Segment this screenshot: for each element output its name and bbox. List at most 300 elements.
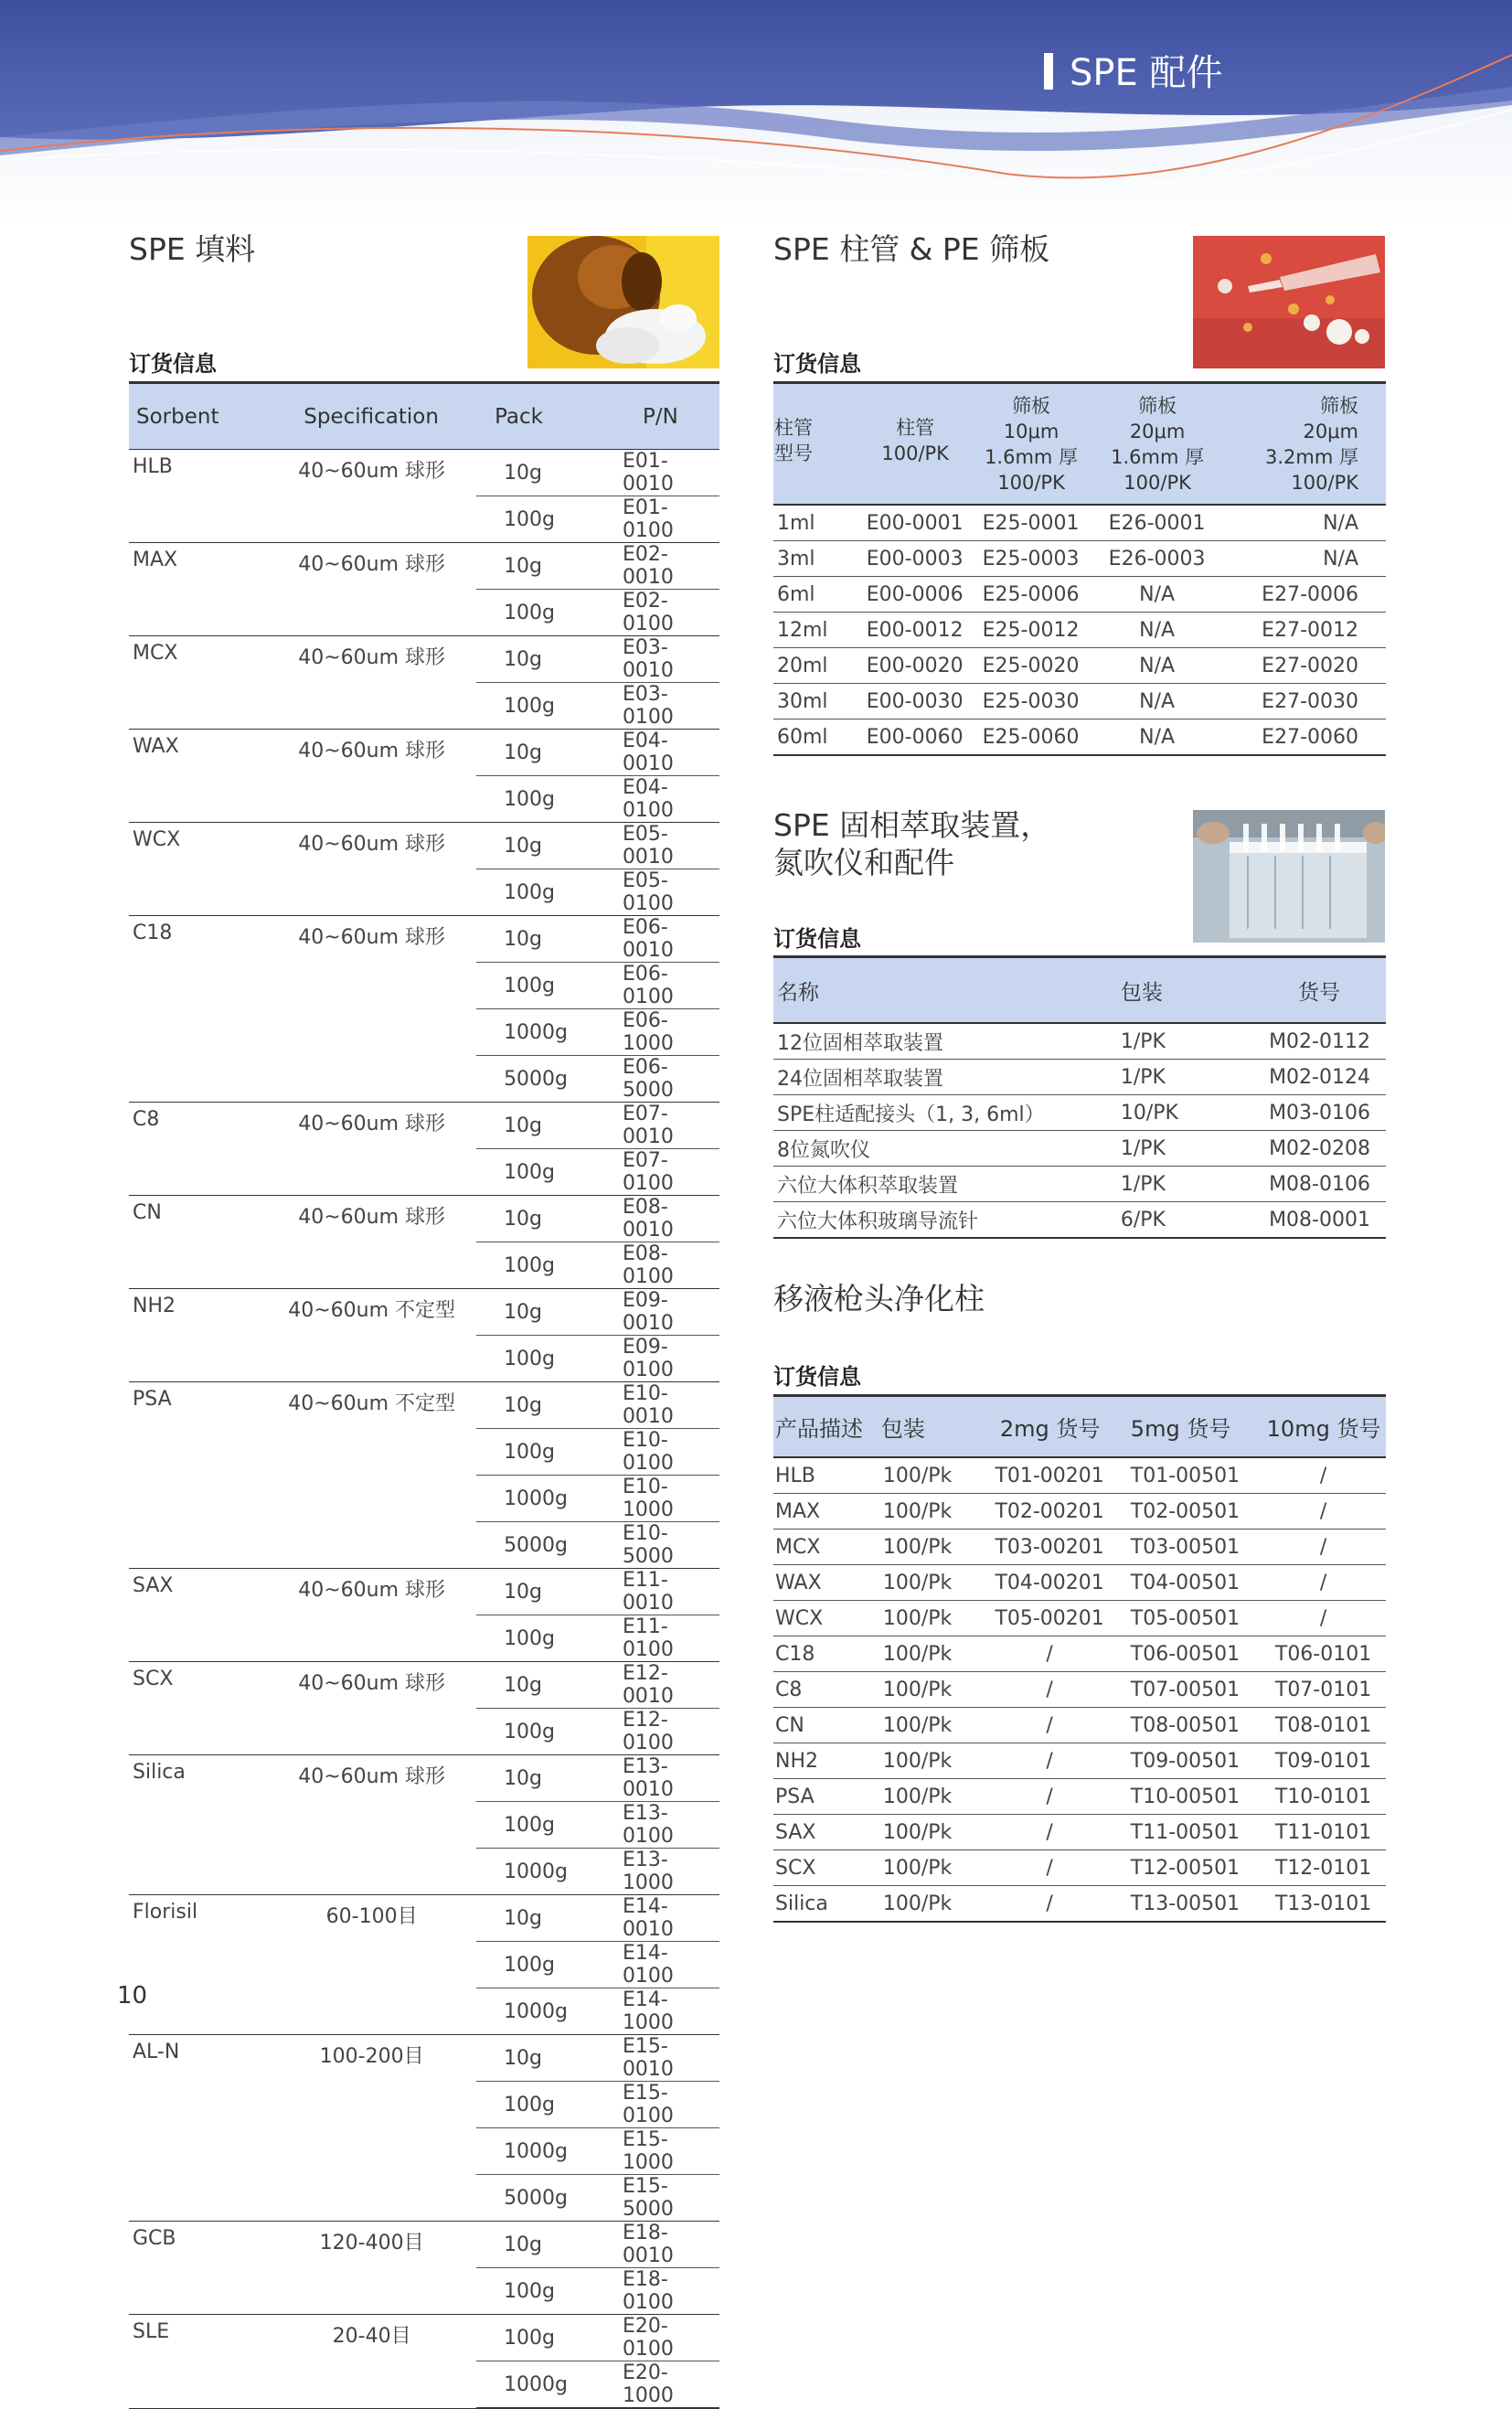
sorbent-pn: E14-0100 bbox=[602, 1942, 719, 1988]
table-row bbox=[773, 1601, 1386, 1636]
columns-cell: 12ml bbox=[773, 613, 862, 648]
tip-column-header: 2mg 货号 bbox=[988, 1396, 1112, 1458]
sorbent-pn: E06-0010 bbox=[602, 916, 719, 963]
header-line: 1.6mm 厚 bbox=[985, 445, 1079, 468]
tip-cell: / bbox=[1262, 1601, 1386, 1636]
header-line: 100/PK bbox=[1123, 471, 1191, 494]
tip-cell: T13-00501 bbox=[1113, 1886, 1262, 1923]
device-column-header: 货号 bbox=[1253, 957, 1386, 1024]
table-row bbox=[773, 648, 1386, 684]
tip-cell: CN bbox=[773, 1708, 881, 1743]
table-row bbox=[773, 1815, 1386, 1850]
table-row bbox=[773, 1202, 1386, 1239]
tip-cell: T05-00501 bbox=[1113, 1601, 1262, 1636]
columns-cell: E26-0001 bbox=[1094, 505, 1220, 541]
table-row bbox=[129, 1382, 719, 1429]
sorbent-spec: 40~60um 不定型 bbox=[267, 1289, 476, 1382]
sorbent-pn: E09-0010 bbox=[602, 1289, 719, 1336]
sorbent-section-title: SPE 填料 bbox=[129, 231, 256, 267]
table-row bbox=[773, 1023, 1386, 1060]
tip-cell: / bbox=[988, 1636, 1112, 1672]
tip-cell: / bbox=[1262, 1565, 1386, 1601]
table-row bbox=[129, 636, 719, 683]
sorbent-spec: 40~60um 球形 bbox=[267, 1196, 476, 1289]
tip-cell: T03-00201 bbox=[988, 1530, 1112, 1565]
header-line: 柱管 bbox=[774, 417, 813, 439]
table-row bbox=[129, 1569, 719, 1615]
tip-cell: HLB bbox=[773, 1457, 881, 1494]
sorbent-name: Silica bbox=[129, 1755, 267, 1895]
table-row bbox=[773, 1167, 1386, 1202]
table-row bbox=[773, 505, 1386, 541]
columns-cell: E25-0060 bbox=[968, 720, 1094, 756]
sorbent-pack: 100g bbox=[476, 2315, 602, 2361]
sorbent-pack: 10g bbox=[476, 1382, 602, 1429]
sorbent-pack: 10g bbox=[476, 916, 602, 963]
tip-cell: 100/Pk bbox=[881, 1672, 989, 1708]
columns-cell: E27-0060 bbox=[1220, 720, 1386, 756]
sorbent-pn: E10-5000 bbox=[602, 1522, 719, 1569]
table-row bbox=[773, 1131, 1386, 1167]
sorbent-spec: 120-400目 bbox=[267, 2222, 476, 2315]
sorbent-pn: E02-0010 bbox=[602, 543, 719, 590]
sorbent-pn: E04-0100 bbox=[602, 776, 719, 823]
sorbent-name: SCX bbox=[129, 1662, 267, 1755]
sorbent-pack: 10g bbox=[476, 1569, 602, 1615]
table-row bbox=[129, 2035, 719, 2082]
tip-cell: SAX bbox=[773, 1815, 881, 1850]
tip-cell: T06-0101 bbox=[1262, 1636, 1386, 1672]
table-row bbox=[773, 1095, 1386, 1131]
tip-cell: T12-0101 bbox=[1262, 1850, 1386, 1886]
table-row bbox=[129, 1289, 719, 1336]
table-row bbox=[129, 1196, 719, 1242]
sorbent-pack: 10g bbox=[476, 2035, 602, 2082]
sorbent-name: CN bbox=[129, 1196, 267, 1289]
tip-cell: WAX bbox=[773, 1565, 881, 1601]
sorbent-pack: 100g bbox=[476, 963, 602, 1009]
pipette-tip-table bbox=[773, 1394, 1386, 1923]
sorbent-pack: 100g bbox=[476, 683, 602, 730]
tip-cell: T09-0101 bbox=[1262, 1743, 1386, 1779]
sorbent-pack: 100g bbox=[476, 1336, 602, 1382]
sorbent-pn: E05-0010 bbox=[602, 823, 719, 869]
table-row bbox=[129, 1103, 719, 1149]
columns-cell: 30ml bbox=[773, 684, 862, 720]
spe-device-table bbox=[773, 955, 1386, 1239]
device-cell: SPE柱适配接头（1, 3, 6ml） bbox=[773, 1095, 1097, 1131]
sorbent-name: SLE bbox=[129, 2315, 267, 2409]
table-row bbox=[773, 1850, 1386, 1886]
table-row bbox=[129, 916, 719, 963]
device-column-header: 名称 bbox=[773, 957, 1097, 1024]
sorbent-spec: 20-40目 bbox=[267, 2315, 476, 2409]
sorbent-name: WCX bbox=[129, 823, 267, 916]
columns-cell: N/A bbox=[1094, 684, 1220, 720]
sorbent-pn: E10-0100 bbox=[602, 1429, 719, 1476]
tip-cell: T08-00501 bbox=[1113, 1708, 1262, 1743]
table-row bbox=[773, 1494, 1386, 1530]
sorbent-pack: 5000g bbox=[476, 1522, 602, 1569]
sorbent-pack: 1000g bbox=[476, 1009, 602, 1056]
sorbent-pn: E09-0100 bbox=[602, 1336, 719, 1382]
sorbent-pack: 100g bbox=[476, 1242, 602, 1289]
device-cell: 12位固相萃取装置 bbox=[773, 1023, 1097, 1060]
sorbent-pn: E20-0100 bbox=[602, 2315, 719, 2361]
sorbent-pack: 5000g bbox=[476, 1056, 602, 1103]
columns-column-header bbox=[862, 383, 968, 506]
columns-cell: N/A bbox=[1094, 648, 1220, 684]
columns-cell: E00-0020 bbox=[862, 648, 968, 684]
sorbent-name: SAX bbox=[129, 1569, 267, 1662]
tip-cell: 100/Pk bbox=[881, 1457, 989, 1494]
sorbent-pack: 100g bbox=[476, 1802, 602, 1849]
tip-cell: MCX bbox=[773, 1530, 881, 1565]
table-row bbox=[773, 1672, 1386, 1708]
columns-cell: E00-0012 bbox=[862, 613, 968, 648]
table-row bbox=[773, 1886, 1386, 1923]
sorbent-pack: 10g bbox=[476, 1196, 602, 1242]
page-number: 10 bbox=[117, 1982, 148, 2009]
columns-cell: E27-0030 bbox=[1220, 684, 1386, 720]
table-row bbox=[129, 1662, 719, 1709]
columns-cell: E25-0030 bbox=[968, 684, 1094, 720]
sorbent-pack: 10g bbox=[476, 1103, 602, 1149]
tip-cell: T05-00201 bbox=[988, 1601, 1112, 1636]
sorbent-pack: 5000g bbox=[476, 2175, 602, 2222]
tip-cell: C8 bbox=[773, 1672, 881, 1708]
tip-column-header: 5mg 货号 bbox=[1113, 1396, 1262, 1458]
columns-cell: E25-0001 bbox=[968, 505, 1094, 541]
header-line: 20μm bbox=[1129, 420, 1186, 442]
sorbent-pn: E02-0100 bbox=[602, 590, 719, 636]
sorbent-pack: 10g bbox=[476, 2222, 602, 2268]
sorbent-name: NH2 bbox=[129, 1289, 267, 1382]
tip-cell: T12-00501 bbox=[1113, 1850, 1262, 1886]
sorbent-pn: E13-0010 bbox=[602, 1755, 719, 1802]
device-cell: 1/PK bbox=[1097, 1060, 1253, 1095]
columns-cell: E27-0012 bbox=[1220, 613, 1386, 648]
tip-cell: T07-0101 bbox=[1262, 1672, 1386, 1708]
sorbent-pack: 100g bbox=[476, 1149, 602, 1196]
device-cell: M08-0106 bbox=[1253, 1167, 1386, 1202]
table-row bbox=[129, 730, 719, 776]
tip-cell: T07-00501 bbox=[1113, 1672, 1262, 1708]
sorbent-spec: 40~60um 球形 bbox=[267, 450, 476, 543]
tip-cell: / bbox=[1262, 1494, 1386, 1530]
sorbent-pn: E18-0010 bbox=[602, 2222, 719, 2268]
sorbent-pack: 1000g bbox=[476, 2128, 602, 2175]
columns-cell: E25-0003 bbox=[968, 541, 1094, 577]
tip-column-header: 10mg 货号 bbox=[1262, 1396, 1386, 1458]
tip-cell: 100/Pk bbox=[881, 1743, 989, 1779]
tip-cell: T01-00501 bbox=[1113, 1457, 1262, 1494]
tip-column-header: 产品描述 bbox=[773, 1396, 881, 1458]
device-cell: M02-0124 bbox=[1253, 1060, 1386, 1095]
tip-cell: Silica bbox=[773, 1886, 881, 1923]
sorbent-pn: E11-0100 bbox=[602, 1615, 719, 1662]
table-row bbox=[129, 450, 719, 496]
header-line: 10μm bbox=[1003, 420, 1059, 442]
sorbent-pn: E07-0100 bbox=[602, 1149, 719, 1196]
sorbent-spec: 40~60um 球形 bbox=[267, 916, 476, 1103]
tip-cell: 100/Pk bbox=[881, 1850, 989, 1886]
sorbent-pn: E15-5000 bbox=[602, 2175, 719, 2222]
sorbent-pn: E06-0100 bbox=[602, 963, 719, 1009]
sorbent-name: Florisil bbox=[129, 1895, 267, 2035]
tip-cell: / bbox=[988, 1850, 1112, 1886]
sorbent-pack: 100g bbox=[476, 496, 602, 543]
tip-cell: T06-00501 bbox=[1113, 1636, 1262, 1672]
tip-cell: 100/Pk bbox=[881, 1530, 989, 1565]
device-cell: 8位氮吹仪 bbox=[773, 1131, 1097, 1167]
tip-cell: T02-00501 bbox=[1113, 1494, 1262, 1530]
tip-column-header: 包装 bbox=[881, 1396, 989, 1458]
columns-section-title: SPE 柱管 & PE 筛板 bbox=[773, 231, 1050, 267]
sorbent-pack: 100g bbox=[476, 2268, 602, 2315]
sorbent-pn: E20-1000 bbox=[602, 2361, 719, 2409]
tip-cell: T10-0101 bbox=[1262, 1779, 1386, 1815]
tip-cell: / bbox=[988, 1815, 1112, 1850]
tip-cell: T02-00201 bbox=[988, 1494, 1112, 1530]
header-banner bbox=[0, 0, 1512, 229]
table-row bbox=[773, 541, 1386, 577]
columns-cell: E25-0020 bbox=[968, 648, 1094, 684]
table-row bbox=[773, 1708, 1386, 1743]
device-section-title bbox=[773, 806, 1050, 882]
tip-cell: T10-00501 bbox=[1113, 1779, 1262, 1815]
sorbent-pack: 10g bbox=[476, 450, 602, 496]
sorbent-pack: 100g bbox=[476, 2082, 602, 2128]
sorbent-table bbox=[129, 381, 719, 2409]
sorbent-name: PSA bbox=[129, 1382, 267, 1569]
sorbent-pn: E06-5000 bbox=[602, 1056, 719, 1103]
table-row bbox=[129, 1895, 719, 1942]
page-title: SPE 配件 bbox=[1070, 52, 1223, 94]
spe-columns-table bbox=[773, 381, 1386, 756]
tip-cell: T11-0101 bbox=[1262, 1815, 1386, 1850]
sorbent-spec: 40~60um 球形 bbox=[267, 543, 476, 636]
device-cell: M02-0208 bbox=[1253, 1131, 1386, 1167]
tip-cell: T09-00501 bbox=[1113, 1743, 1262, 1779]
device-cell: 1/PK bbox=[1097, 1131, 1253, 1167]
columns-cell: 6ml bbox=[773, 577, 862, 613]
tip-cell: PSA bbox=[773, 1779, 881, 1815]
sorbent-pack: 1000g bbox=[476, 2361, 602, 2409]
sorbent-name: C18 bbox=[129, 916, 267, 1103]
header-line: 20μm bbox=[1303, 420, 1358, 442]
columns-cell: E00-0030 bbox=[862, 684, 968, 720]
columns-cell: 3ml bbox=[773, 541, 862, 577]
sorbent-pn: E14-0010 bbox=[602, 1895, 719, 1942]
sorbent-pack: 1000g bbox=[476, 1849, 602, 1895]
sorbent-pack: 10g bbox=[476, 543, 602, 590]
tip-cell: 100/Pk bbox=[881, 1565, 989, 1601]
spe-manifold-photo bbox=[1193, 810, 1385, 943]
table-row bbox=[773, 577, 1386, 613]
columns-cell: E00-0001 bbox=[862, 505, 968, 541]
sorbent-column-header: Specification bbox=[267, 383, 476, 450]
sorbent-name: C8 bbox=[129, 1103, 267, 1196]
device-title-line2: 氮吹仪和配件 bbox=[773, 845, 954, 881]
device-header-row bbox=[773, 957, 1386, 1024]
sorbent-spec: 100-200目 bbox=[267, 2035, 476, 2222]
device-cell: 24位固相萃取装置 bbox=[773, 1060, 1097, 1095]
columns-cell: N/A bbox=[1094, 720, 1220, 756]
sorbent-spec: 40~60um 球形 bbox=[267, 730, 476, 823]
sorbent-pn: E08-0010 bbox=[602, 1196, 719, 1242]
sorbent-pn: E07-0010 bbox=[602, 1103, 719, 1149]
header-line: 100/PK bbox=[1291, 471, 1358, 494]
table-row bbox=[773, 684, 1386, 720]
tip-cell: MAX bbox=[773, 1494, 881, 1530]
sorbent-pack: 1000g bbox=[476, 1476, 602, 1522]
columns-cell: E00-0060 bbox=[862, 720, 968, 756]
columns-cell: E25-0006 bbox=[968, 577, 1094, 613]
sorbent-pn: E11-0010 bbox=[602, 1569, 719, 1615]
header-line: 筛板 bbox=[1138, 394, 1177, 417]
table-row bbox=[773, 1457, 1386, 1494]
sorbent-column-header: Sorbent bbox=[129, 383, 267, 450]
columns-cell: E27-0020 bbox=[1220, 648, 1386, 684]
sorbent-pack: 100g bbox=[476, 1429, 602, 1476]
tip-cell: T11-00501 bbox=[1113, 1815, 1262, 1850]
columns-cell: E26-0003 bbox=[1094, 541, 1220, 577]
columns-cell: 60ml bbox=[773, 720, 862, 756]
tip-cell: T04-00201 bbox=[988, 1565, 1112, 1601]
device-column-header: 包装 bbox=[1097, 957, 1253, 1024]
tip-cell: T13-0101 bbox=[1262, 1886, 1386, 1923]
sorbent-spec: 40~60um 球形 bbox=[267, 1569, 476, 1662]
columns-cell: N/A bbox=[1094, 613, 1220, 648]
sorbent-pn: E15-0100 bbox=[602, 2082, 719, 2128]
sorbent-pn: E15-0010 bbox=[602, 2035, 719, 2082]
sorbent-pn: E12-0100 bbox=[602, 1709, 719, 1755]
header-line: 1.6mm 厚 bbox=[1111, 445, 1205, 468]
device-cell: 1/PK bbox=[1097, 1023, 1253, 1060]
header-line: 100/PK bbox=[881, 442, 949, 464]
sorbent-pack: 100g bbox=[476, 776, 602, 823]
device-cell: 10/PK bbox=[1097, 1095, 1253, 1131]
table-row bbox=[129, 1755, 719, 1802]
sorbent-column-header: P/N bbox=[602, 383, 719, 450]
tip-cell: 100/Pk bbox=[881, 1494, 989, 1530]
sorbent-pack: 100g bbox=[476, 1709, 602, 1755]
columns-header-row bbox=[773, 383, 1386, 506]
tip-cell: WCX bbox=[773, 1601, 881, 1636]
tip-cell: 100/Pk bbox=[881, 1708, 989, 1743]
device-cell: 六位大体积萃取装置 bbox=[773, 1167, 1097, 1202]
header-line: 柱管 bbox=[896, 417, 935, 439]
columns-cell: E27-0006 bbox=[1220, 577, 1386, 613]
sorbent-spec: 40~60um 球形 bbox=[267, 1662, 476, 1755]
sorbent-name: WAX bbox=[129, 730, 267, 823]
sorbent-pack: 10g bbox=[476, 636, 602, 683]
table-row bbox=[773, 1530, 1386, 1565]
sorbent-name: MAX bbox=[129, 543, 267, 636]
sorbent-column-header: Pack bbox=[476, 383, 602, 450]
device-cell: M02-0112 bbox=[1253, 1023, 1386, 1060]
sorbent-order-label: 订货信息 bbox=[129, 351, 217, 377]
table-row bbox=[773, 1636, 1386, 1672]
sorbent-pack: 100g bbox=[476, 1615, 602, 1662]
sorbent-spec: 40~60um 球形 bbox=[267, 636, 476, 730]
columns-cell: N/A bbox=[1220, 505, 1386, 541]
sorbent-pn: E12-0010 bbox=[602, 1662, 719, 1709]
table-row bbox=[773, 613, 1386, 648]
columns-cell: E00-0006 bbox=[862, 577, 968, 613]
sorbent-pn: E01-0010 bbox=[602, 450, 719, 496]
sorbent-pack: 10g bbox=[476, 1755, 602, 1802]
sorbent-spec: 40~60um 不定型 bbox=[267, 1382, 476, 1569]
device-cell: 六位大体积玻璃导流针 bbox=[773, 1202, 1097, 1239]
sorbent-pack: 10g bbox=[476, 1895, 602, 1942]
powder-bottle-photo bbox=[527, 236, 719, 368]
table-row bbox=[129, 2315, 719, 2361]
sorbent-header-row bbox=[129, 383, 719, 450]
sorbent-pn: E10-1000 bbox=[602, 1476, 719, 1522]
sorbent-pack: 100g bbox=[476, 869, 602, 916]
tip-cell: NH2 bbox=[773, 1743, 881, 1779]
table-row bbox=[773, 1743, 1386, 1779]
device-cell: M08-0001 bbox=[1253, 1202, 1386, 1239]
tip-cell: T03-00501 bbox=[1113, 1530, 1262, 1565]
tip-cell: 100/Pk bbox=[881, 1636, 989, 1672]
tip-cell: SCX bbox=[773, 1850, 881, 1886]
tip-section-title: 移液枪头净化柱 bbox=[773, 1281, 985, 1316]
tip-cell: / bbox=[988, 1708, 1112, 1743]
sorbent-pn: E18-0100 bbox=[602, 2268, 719, 2315]
header-line: 100/PK bbox=[997, 471, 1065, 494]
table-row bbox=[773, 1060, 1386, 1095]
columns-column-header bbox=[1094, 383, 1220, 506]
columns-column-header bbox=[773, 383, 862, 506]
sorbent-pack: 10g bbox=[476, 823, 602, 869]
sorbent-pn: E03-0010 bbox=[602, 636, 719, 683]
tip-order-label: 订货信息 bbox=[773, 1364, 861, 1390]
table-row bbox=[129, 823, 719, 869]
tip-cell: / bbox=[988, 1672, 1112, 1708]
sorbent-spec: 60-100目 bbox=[267, 1895, 476, 2035]
sorbent-pn: E13-0100 bbox=[602, 1802, 719, 1849]
device-cell: 6/PK bbox=[1097, 1202, 1253, 1239]
sorbent-pn: E13-1000 bbox=[602, 1849, 719, 1895]
device-cell: 1/PK bbox=[1097, 1167, 1253, 1202]
table-row bbox=[773, 720, 1386, 756]
columns-cell: 1ml bbox=[773, 505, 862, 541]
tip-cell: T04-00501 bbox=[1113, 1565, 1262, 1601]
device-title-line1: SPE 固相萃取装置， bbox=[773, 807, 1051, 843]
header-line: 3.2mm 厚 bbox=[1265, 445, 1358, 468]
sorbent-pn: E08-0100 bbox=[602, 1242, 719, 1289]
sorbent-name: HLB bbox=[129, 450, 267, 543]
sorbent-name: GCB bbox=[129, 2222, 267, 2315]
sorbent-pack: 10g bbox=[476, 730, 602, 776]
spe-columns-photo bbox=[1193, 236, 1385, 368]
header-line: 筛板 bbox=[1320, 394, 1358, 417]
tip-cell: / bbox=[988, 1743, 1112, 1779]
sorbent-name: AL-N bbox=[129, 2035, 267, 2222]
tip-cell: / bbox=[988, 1886, 1112, 1923]
sorbent-pack: 10g bbox=[476, 1662, 602, 1709]
sorbent-pn: E10-0010 bbox=[602, 1382, 719, 1429]
columns-cell: N/A bbox=[1094, 577, 1220, 613]
table-row bbox=[773, 1565, 1386, 1601]
sorbent-spec: 40~60um 球形 bbox=[267, 1755, 476, 1895]
device-cell: M03-0106 bbox=[1253, 1095, 1386, 1131]
header-line: 型号 bbox=[774, 442, 813, 464]
tip-cell: 100/Pk bbox=[881, 1815, 989, 1850]
